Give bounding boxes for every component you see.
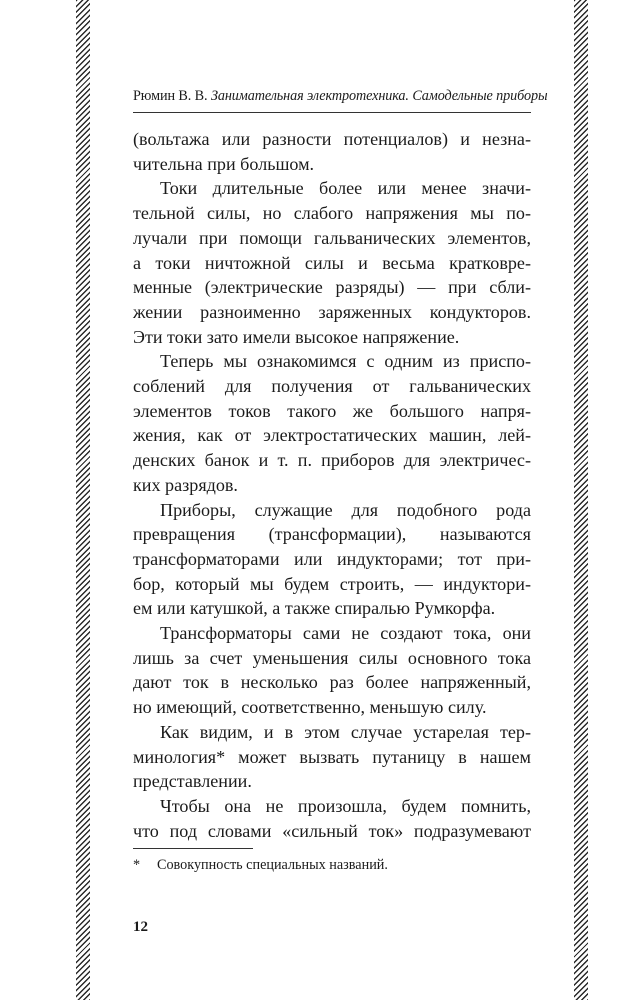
text-line: жении разноименно заряженных кондукторов. <box>133 301 531 322</box>
text-line: что под словами «сильный ток» подразумевают <box>133 820 531 841</box>
paragraph <box>133 176 531 349</box>
footnote <box>133 857 531 874</box>
text-line: менные (электрические разряды) — при сбли- <box>133 277 531 298</box>
text-line: Чтобы она не произошла, будем помнить, <box>160 795 531 816</box>
text-line: тельной силы, но слабого напряжения мы по- <box>133 203 531 224</box>
text-line: денских банок и т. п. приборов для электричес- <box>133 450 531 471</box>
text-line: Приборы, служащие для подобного рода <box>160 499 531 520</box>
header-rule <box>133 112 531 113</box>
text-line: ких разрядов. <box>133 474 238 495</box>
text-line: Эти токи зато имели высокое напряжение. <box>133 326 460 347</box>
text-line: (вольтажа или разности потенциалов) и незна- <box>133 129 531 149</box>
paragraph <box>133 349 531 497</box>
text-line: Теперь мы ознакомимся с одним из приспо- <box>160 351 531 372</box>
text-line: минология* может вызвать путаницу в нашем <box>133 746 531 767</box>
header-title: Занимательная электротехника. Самодельные приборы <box>210 88 548 104</box>
page-number: 12 <box>133 919 148 935</box>
paragraph <box>133 621 531 720</box>
right-decorative-border <box>574 0 588 1000</box>
text-line: дают ток в несколько раз более напряженный, <box>133 672 531 693</box>
text-line: но имеющий, соответственно, меньшую силу. <box>133 697 487 718</box>
header-author: Рюмин В. В. <box>133 88 208 104</box>
paragraph <box>133 720 531 794</box>
text-line: Трансформаторы сами не создают тока, они <box>160 623 531 644</box>
text-line: лишь за счет уменьшения силы основного тока <box>133 647 531 668</box>
footnote-rule <box>133 848 253 849</box>
text-line: а токи ничтожной силы и весьма кратковре- <box>133 252 531 273</box>
footnote-text: Совокупность специальных названий. <box>157 857 388 873</box>
text-line: лучали при помощи гальванических элементов, <box>133 227 531 248</box>
running-header <box>133 88 548 105</box>
paragraph <box>133 794 531 843</box>
text-line: бор, который мы будем строить, — индуктори- <box>133 573 531 594</box>
left-decorative-border <box>76 0 90 1000</box>
text-line: превращения (трансформации), называются <box>133 524 531 545</box>
text-line: трансформаторами или индукторами; тот при- <box>133 548 531 569</box>
text-line: соблений для получения от гальванических <box>133 376 531 397</box>
text-line: чительна при большом. <box>133 153 315 174</box>
body-text <box>133 127 531 843</box>
text-line: Токи длительные более или менее значи- <box>160 178 531 199</box>
footnote-mark: * <box>133 857 141 873</box>
text-line: Как видим, и в этом случае устарелая тер- <box>160 721 531 742</box>
text-line: жения, как от электростатических машин, лей- <box>133 425 531 446</box>
paragraph <box>133 127 531 176</box>
text-line: представлении. <box>133 771 252 792</box>
text-line: ем или катушкой, а также спиралью Румкорфа. <box>133 598 496 619</box>
paragraph <box>133 498 531 622</box>
text-line: элементов токов такого же большого напря- <box>133 400 531 421</box>
